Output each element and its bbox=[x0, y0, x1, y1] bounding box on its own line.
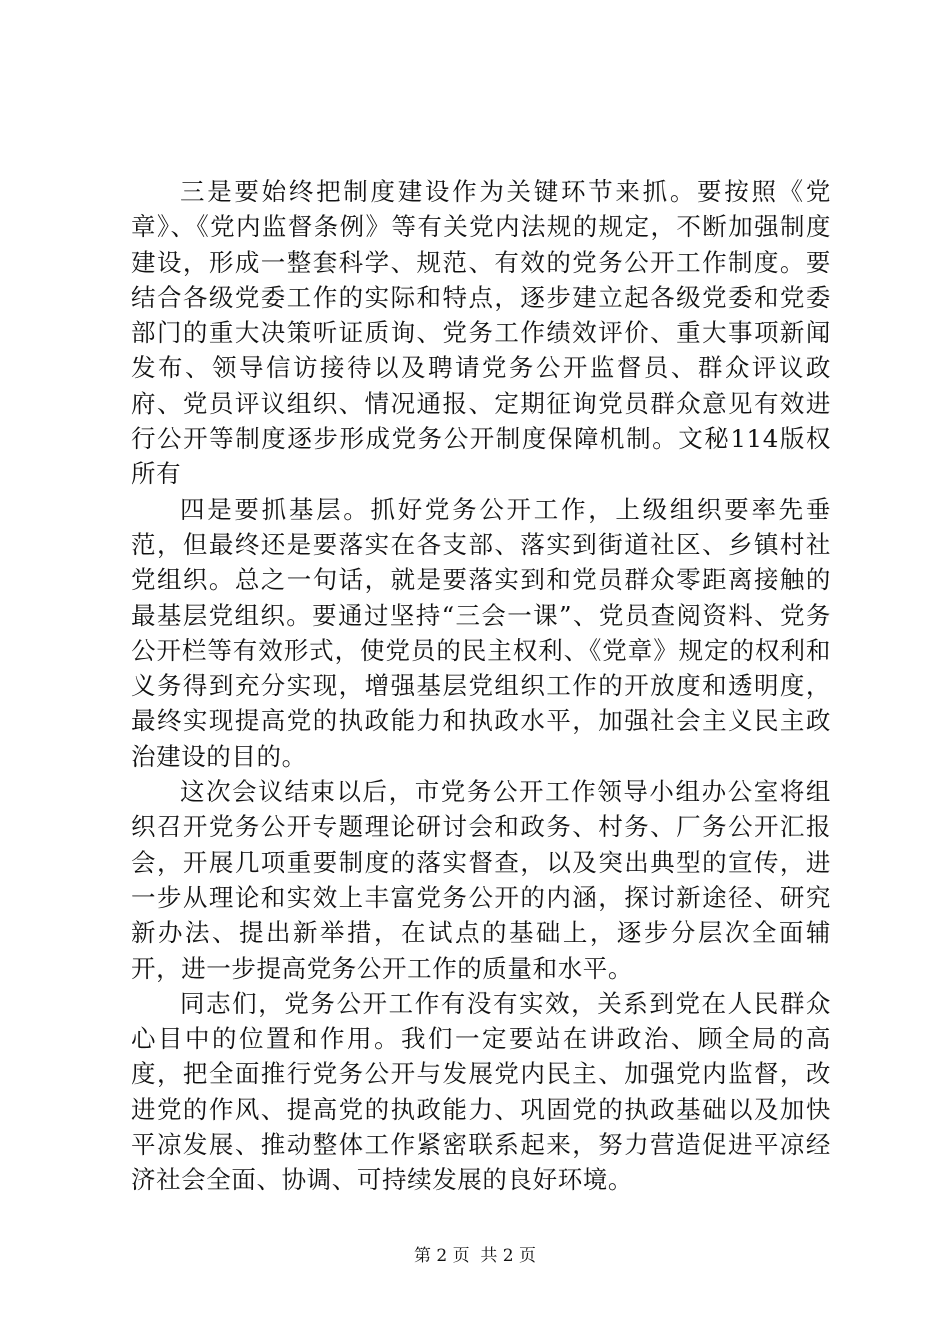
paragraph-institution-building: 三是要始终把制度建设作为关键环节来抓。要按照《党章》、《党内监督条例》等有关党内法规的规定，不断加强制度建设，形成一整套科学、规范、有效的党务公开工作制度。要结合各级党委工作的实际和特点，逐步建立起各级党委和党委部门的重大决策听证质询、党务工作绩效评价、重大事项新闻发布、领导信访接待以及聘请党务公开监督员、群众评议政府、党员评议组织、情况通报、定期征询党员群众意见有效进行公开等制度逐步形成党务公开制度保障机制。文秘114版权所有 bbox=[131, 177, 831, 489]
page-footer bbox=[0, 1245, 950, 1267]
document-body bbox=[131, 174, 831, 1198]
paragraph-grassroots: 四是要抓基层。抓好党务公开工作，上级组织要率先垂范，但最终还是要落实在各支部、落实到街道社区、乡镇村社党组织。总之一句话，就是要落实到和党员群众零距离接触的最基层党组织。要通过坚持“三会一课”、党员查阅资料、党务公开栏等有效形式，使党员的民主权利、《党章》规定的权利和义务得到充分实现，增强基层党组织工作的开放度和透明度，最终实现提高党的执政能力和执政水平，加强社会主义民主政治建设的目的。 bbox=[131, 494, 831, 771]
paragraph-after-meeting: 这次会议结束以后，市党务公开工作领导小组办公室将组织召开党务公开专题理论研讨会和政务、村务、厂务公开汇报会，开展几项重要制度的落实督查，以及突出典型的宣传，进一步从理论和实效上丰富党务公开的内涵，探讨新途径、研究新办法、提出新举措，在试点的基础上，逐步分层次全面辅开，进一步提高党务公开工作的质量和水平。 bbox=[131, 777, 831, 983]
page-number-label: 第 2 页 共 2 页 bbox=[413, 1246, 537, 1266]
paragraph-closing: 同志们，党务公开工作有没有实效，关系到党在人民群众心目中的位置和作用。我们一定要站在讲政治、顾全局的高度，把全面推行党务公开与发展党内民主、加强党内监督，改进党的作风、提高党的执政能力、巩固党的执政基础以及加快平凉发展、推动整体工作紧密联系起来，努力营造促进平凉经济社会全面、协调、可持续发展的良好环境。 bbox=[131, 988, 831, 1195]
